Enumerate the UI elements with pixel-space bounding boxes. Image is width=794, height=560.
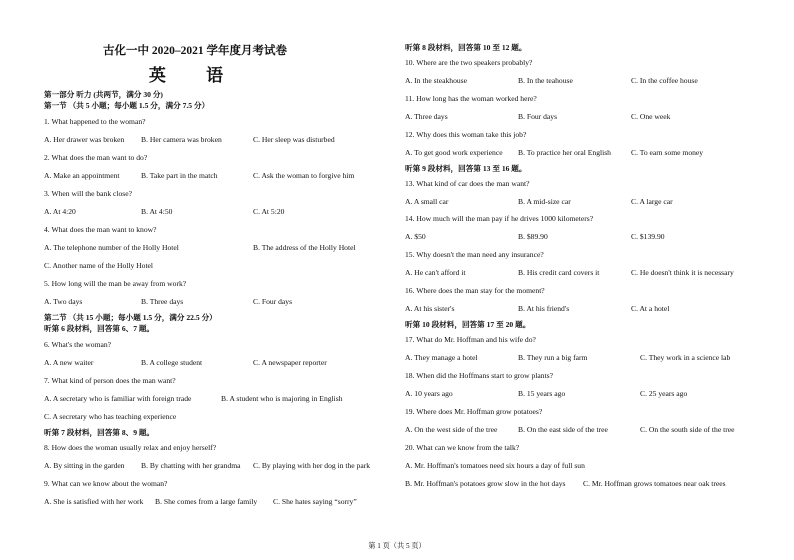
option-10a: A. In the steakhouse (405, 76, 467, 85)
option-13b: B. A mid-size car (518, 197, 571, 206)
option-18a: A. 10 years ago (405, 389, 453, 398)
option-6a: A. A new waiter (44, 358, 94, 367)
question-16: 16. Where does the man stay for the moment? (405, 286, 545, 295)
option-17c: C. They work in a science lab (640, 353, 731, 362)
option-18b: B. 15 years ago (518, 389, 566, 398)
question-12: 12. Why does this woman take this job? (405, 130, 527, 139)
question-8: 8. How does the woman usually relax and enjoy herself? (44, 443, 217, 452)
question-7: 7. What kind of person does the man want? (44, 376, 176, 385)
option-16c: C. At a hotel (631, 304, 670, 313)
option-3a: A. At 4:20 (44, 207, 76, 216)
question-14: 14. How much will the man pay if he drives 1000 kilometers? (405, 214, 594, 223)
material-9-instruction: 听第 9 段材料，回答第 13 至 16 题。 (405, 164, 527, 173)
option-3b: B. At 4:50 (141, 207, 173, 216)
option-15a: A. He can't afford it (405, 268, 466, 277)
option-8b: B. By chatting with her grandma (141, 461, 241, 470)
option-19c: C. On the south side of the tree (640, 425, 735, 434)
option-20c: C. Mr. Hoffman grows tomatoes near oak trees (583, 479, 726, 488)
question-19: 19. Where does Mr. Hoffman grow potatoes? (405, 407, 543, 416)
option-20b: B. Mr. Hoffman's potatoes grow slow in the hot days (405, 479, 566, 488)
option-1a: A. Her drawer was broken (44, 135, 125, 144)
material-10-instruction: 听第 10 段材料，回答第 17 至 20 题。 (405, 320, 531, 329)
option-17b: B. They run a big farm (518, 353, 588, 362)
option-5c: C. Four days (253, 297, 293, 306)
option-14b: B. $89.90 (518, 232, 548, 241)
option-13c: C. A large car (631, 197, 673, 206)
option-10c: C. In the coffee house (631, 76, 698, 85)
question-2: 2. What does the man want to do? (44, 153, 148, 162)
part1-heading: 第一部分 听力 (共两节，满分 30 分) (44, 90, 163, 99)
section1-heading: 第一节 （共 5 小题；每小题 1.5 分，满分 7.5 分） (44, 101, 210, 110)
material-6-instruction: 听第 6 段材料，回答第 6、7 题。 (44, 324, 155, 333)
option-6b: B. A college student (141, 358, 203, 367)
option-19b: B. On the east side of the tree (518, 425, 608, 434)
question-3: 3. When will the bank close? (44, 189, 133, 198)
question-10: 10. Where are the two speakers probably? (405, 58, 533, 67)
question-4: 4. What does the man want to know? (44, 225, 157, 234)
option-14c: C. $139.90 (631, 232, 665, 241)
question-18: 18. When did the Hoffmans start to grow plants? (405, 371, 553, 380)
material-7-instruction: 听第 7 段材料，回答第 8、9 题。 (44, 428, 155, 437)
option-11c: C. One week (631, 112, 671, 121)
option-4b: B. The address of the Holly Hotel (253, 243, 356, 252)
option-16b: B. At his friend's (518, 304, 570, 313)
page-footer: 第 1 页（共 5 页） (368, 542, 426, 550)
option-2a: A. Make an appointment (44, 171, 120, 180)
question-15: 15. Why doesn't the man need any insurance? (405, 250, 544, 259)
option-1b: B. Her camera was broken (141, 135, 222, 144)
option-8a: A. By sitting in the garden (44, 461, 125, 470)
option-15c: C. He doesn't think it is necessary (631, 268, 734, 277)
option-15b: B. His credit card covers it (518, 268, 600, 277)
question-1: 1. What happened to the woman? (44, 117, 146, 126)
option-6c: C. A newspaper reporter (253, 358, 327, 367)
option-5a: A. Two days (44, 297, 83, 306)
option-7a: A. A secretary who is familiar with foreign trade (44, 394, 192, 403)
question-5: 5. How long will the man be away from work? (44, 279, 187, 288)
option-17a: A. They manage a hotel (405, 353, 478, 362)
option-5b: B. Three days (141, 297, 184, 306)
exam-title: 古化一中 2020–2021 学年度月考试卷 (103, 45, 287, 57)
option-12b: B. To practice her oral English (518, 148, 611, 157)
option-9b: B. She comes from a large family (155, 497, 258, 506)
option-18c: C. 25 years ago (640, 389, 688, 398)
option-3c: C. At 5:20 (253, 207, 285, 216)
option-2c: C. Ask the woman to forgive him (253, 171, 355, 180)
option-7c: C. A secretary who has teaching experience (44, 412, 177, 421)
option-4c: C. Another name of the Holly Hotel (44, 261, 154, 270)
option-10b: B. In the teahouse (518, 76, 573, 85)
option-7b: B. A student who is majoring in English (221, 394, 343, 403)
question-11: 11. How long has the woman worked here? (405, 94, 537, 103)
option-11a: A. Three days (405, 112, 448, 121)
option-8c: C. By playing with her dog in the park (253, 461, 371, 470)
section2-heading: 第二节 （共 15 小题；每小题 1.5 分，满分 22.5 分） (44, 313, 217, 322)
option-11b: B. Four days (518, 112, 558, 121)
option-12c: C. To earn some money (631, 148, 704, 157)
subject-title: 英 语 (148, 66, 242, 85)
question-17: 17. What do Mr. Hoffman and his wife do? (405, 335, 536, 344)
option-9c: C. She hates saying “sorry” (273, 497, 357, 506)
option-12a: A. To get good work experience (405, 148, 503, 157)
option-16a: A. At his sister's (405, 304, 455, 313)
question-9: 9. What can we know about the woman? (44, 479, 168, 488)
option-20a: A. Mr. Hoffman's tomatoes need six hours a day of full sun (405, 461, 585, 470)
option-2b: B. Take part in the match (141, 171, 218, 180)
question-20: 20. What can we know from the talk? (405, 443, 520, 452)
option-1c: C. Her sleep was disturbed (253, 135, 335, 144)
question-13: 13. What kind of car does the man want? (405, 179, 530, 188)
question-6: 6. What's the woman? (44, 340, 112, 349)
option-19a: A. On the west side of the tree (405, 425, 498, 434)
option-9a: A. She is satisfied with her work (44, 497, 144, 506)
option-14a: A. $50 (405, 232, 426, 241)
material-8-instruction: 听第 8 段材料，回答第 10 至 12 题。 (405, 43, 527, 52)
option-13a: A. A small car (405, 197, 449, 206)
option-4a: A. The telephone number of the Holly Hotel (44, 243, 179, 252)
